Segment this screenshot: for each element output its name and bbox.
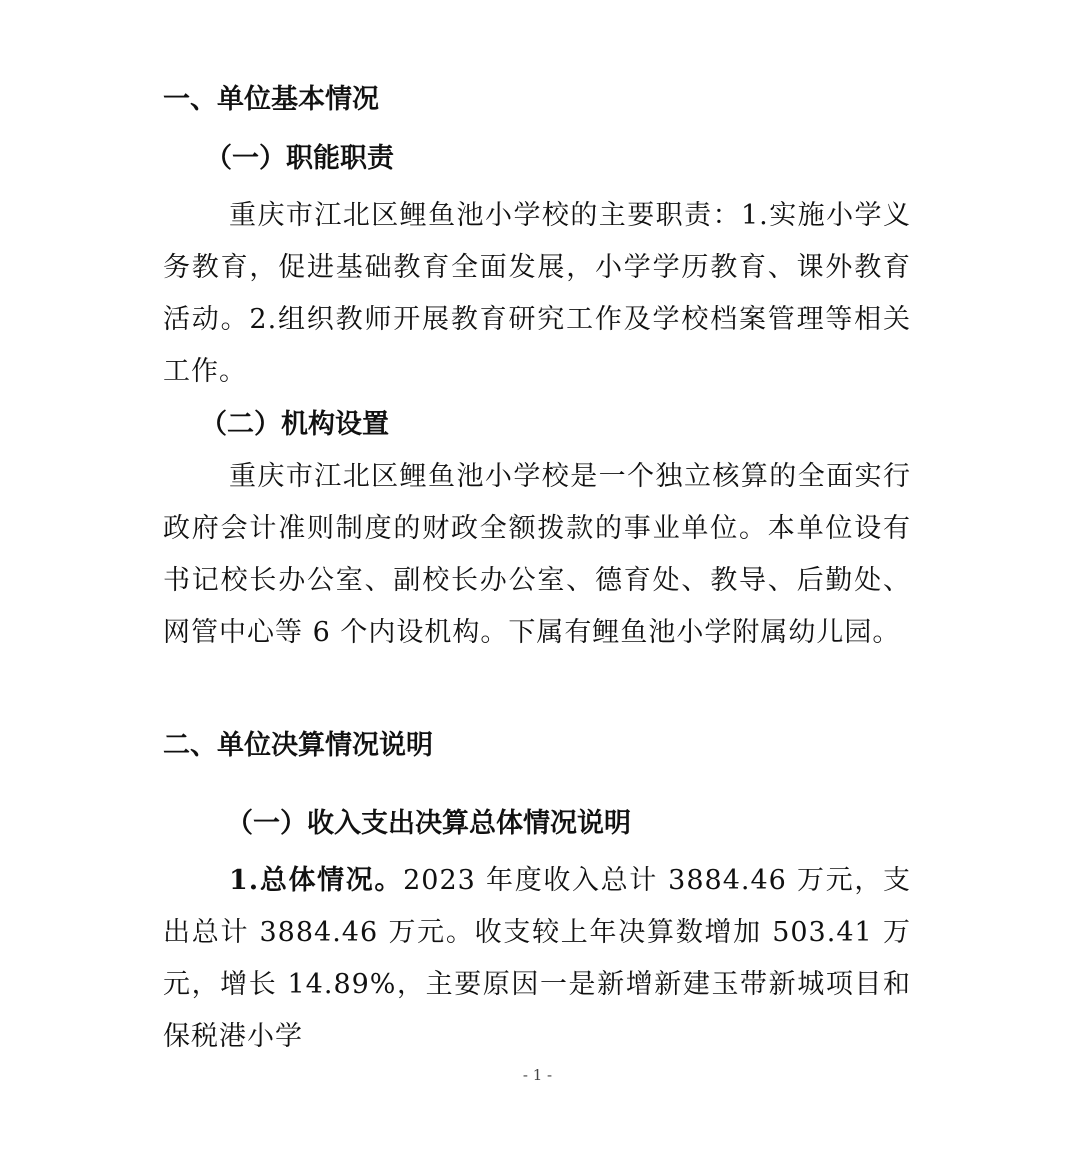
section-1-heading: 一、单位基本情况 (163, 84, 379, 115)
page-number: - 1 - (522, 1066, 553, 1084)
section-1-sub-2-heading: （二）机构设置 (200, 409, 389, 440)
section-1-sub-2-body: 重庆市江北区鲤鱼池小学校是一个独立核算的全面实行政府会计准则制度的财政全额拨款的事业单位。本单位设有书记校长办公室、副校长办公室、德育处、教导、后勤处、网管中心等 6 个内设机构。下属有鲤鱼池小学附属幼儿园。 (163, 461, 911, 648)
section-2-sub-1-body (163, 855, 911, 1063)
section-2-sub-1-text: 2023 年度收入总计 3884.46 万元，支出总计 3884.46 万元。收支较上年决算数增加 503.41 万元，增长 14.89%，主要原因一是新增新建玉带新城项目和保税港小学 (163, 865, 911, 1052)
section-2-sub-1-lead: 1.总体情况。 (229, 865, 404, 896)
section-2-sub-1-heading: （一）收入支出决算总体情况说明 (226, 808, 631, 839)
section-1-sub-1-body: 重庆市江北区鲤鱼池小学校的主要职责：1.实施小学义务教育，促进基础教育全面发展，小学学历教育、课外教育活动。2.组织教师开展教育研究工作及学校档案管理等相关工作。 (163, 200, 911, 387)
section-2-heading: 二、单位决算情况说明 (163, 730, 433, 761)
section-1-sub-1-heading: （一）职能职责 (205, 143, 394, 174)
